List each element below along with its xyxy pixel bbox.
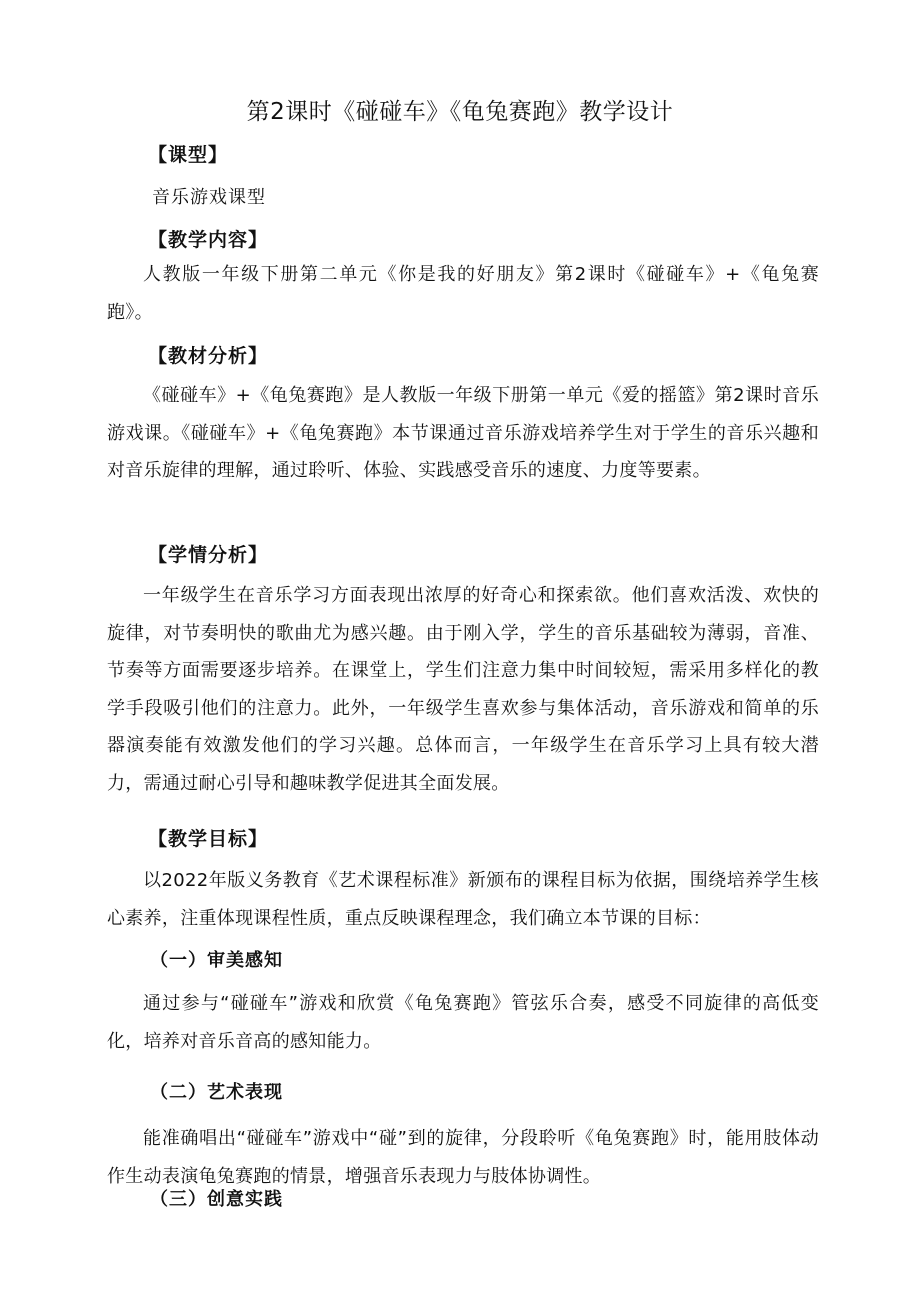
students-paragraph: 一年级学生在音乐学习方面表现出浓厚的好奇心和探索欲。他们喜欢活泼、欢快的旋律，对节奏明快的歌曲尤为感兴趣。由于刚入学，学生的音乐基础较为薄弱，音准、节奏等方面需要逐步培养。在课堂上，学生们注意力集中时间较短，需采用多样化的教学手段吸引他们的注意力。此外，一年级学生喜欢参与集体活动，音乐游戏和简单的乐器演奏能有效激发他们的学习兴趣。总体而言，一年级学生在音乐学习上具有较大潜力，需通过耐心引导和趣味教学促进其全面发展。 [107,585,819,794]
goal-creative-heading: （三）创意实践 [150,1189,283,1210]
goal-aesthetic-paragraph: 通过参与“碰碰车”游戏和欣赏《龟兔赛跑》管弦乐合奏，感受不同旋律的高低变化，培养对音乐音高的感知能力。 [107,993,819,1052]
content-heading: 【教学内容】 [148,229,269,251]
goal-expression-heading: （二）艺术表现 [150,1082,283,1103]
objectives-heading: 【教学目标】 [148,828,269,850]
lesson-type-heading: 【课型】 [148,144,229,166]
document-title: 第2课时《碰碰车》《龟兔赛跑》教学设计 [246,99,674,125]
students-heading: 【学情分析】 [148,544,269,566]
goal-expression-paragraph: 能准确唱出“碰碰车”游戏中“碰”到的旋律，分段聆听《龟兔赛跑》时，能用肢体动作生动表演龟兔赛跑的情景，增强音乐表现力与肢体协调性。 [107,1128,819,1187]
material-heading: 【教材分析】 [148,345,269,367]
lesson-type-text: 音乐游戏课型 [152,187,266,208]
objectives-intro-paragraph: 以2022年版义务教育《艺术课程标准》新颁布的课程目标为依据，围绕培养学生核心素养，注重体现课程性质，重点反映课程理念，我们确立本节课的目标： [107,870,819,929]
material-paragraph: 《碰碰车》+《龟兔赛跑》是人教版一年级下册第一单元《爱的摇篮》第2课时音乐游戏课。《碰碰车》+《龟兔赛跑》本节课通过音乐游戏培养学生对于学生的音乐兴趣和对音乐旋律的理解，通过聆听、体验、实践感受音乐的速度、力度等要素。 [107,385,819,482]
content-paragraph: 人教版一年级下册第二单元《你是我的好朋友》第2课时《碰碰车》+《龟兔赛跑》。 [107,264,819,323]
goal-aesthetic-heading: （一）审美感知 [150,950,283,971]
